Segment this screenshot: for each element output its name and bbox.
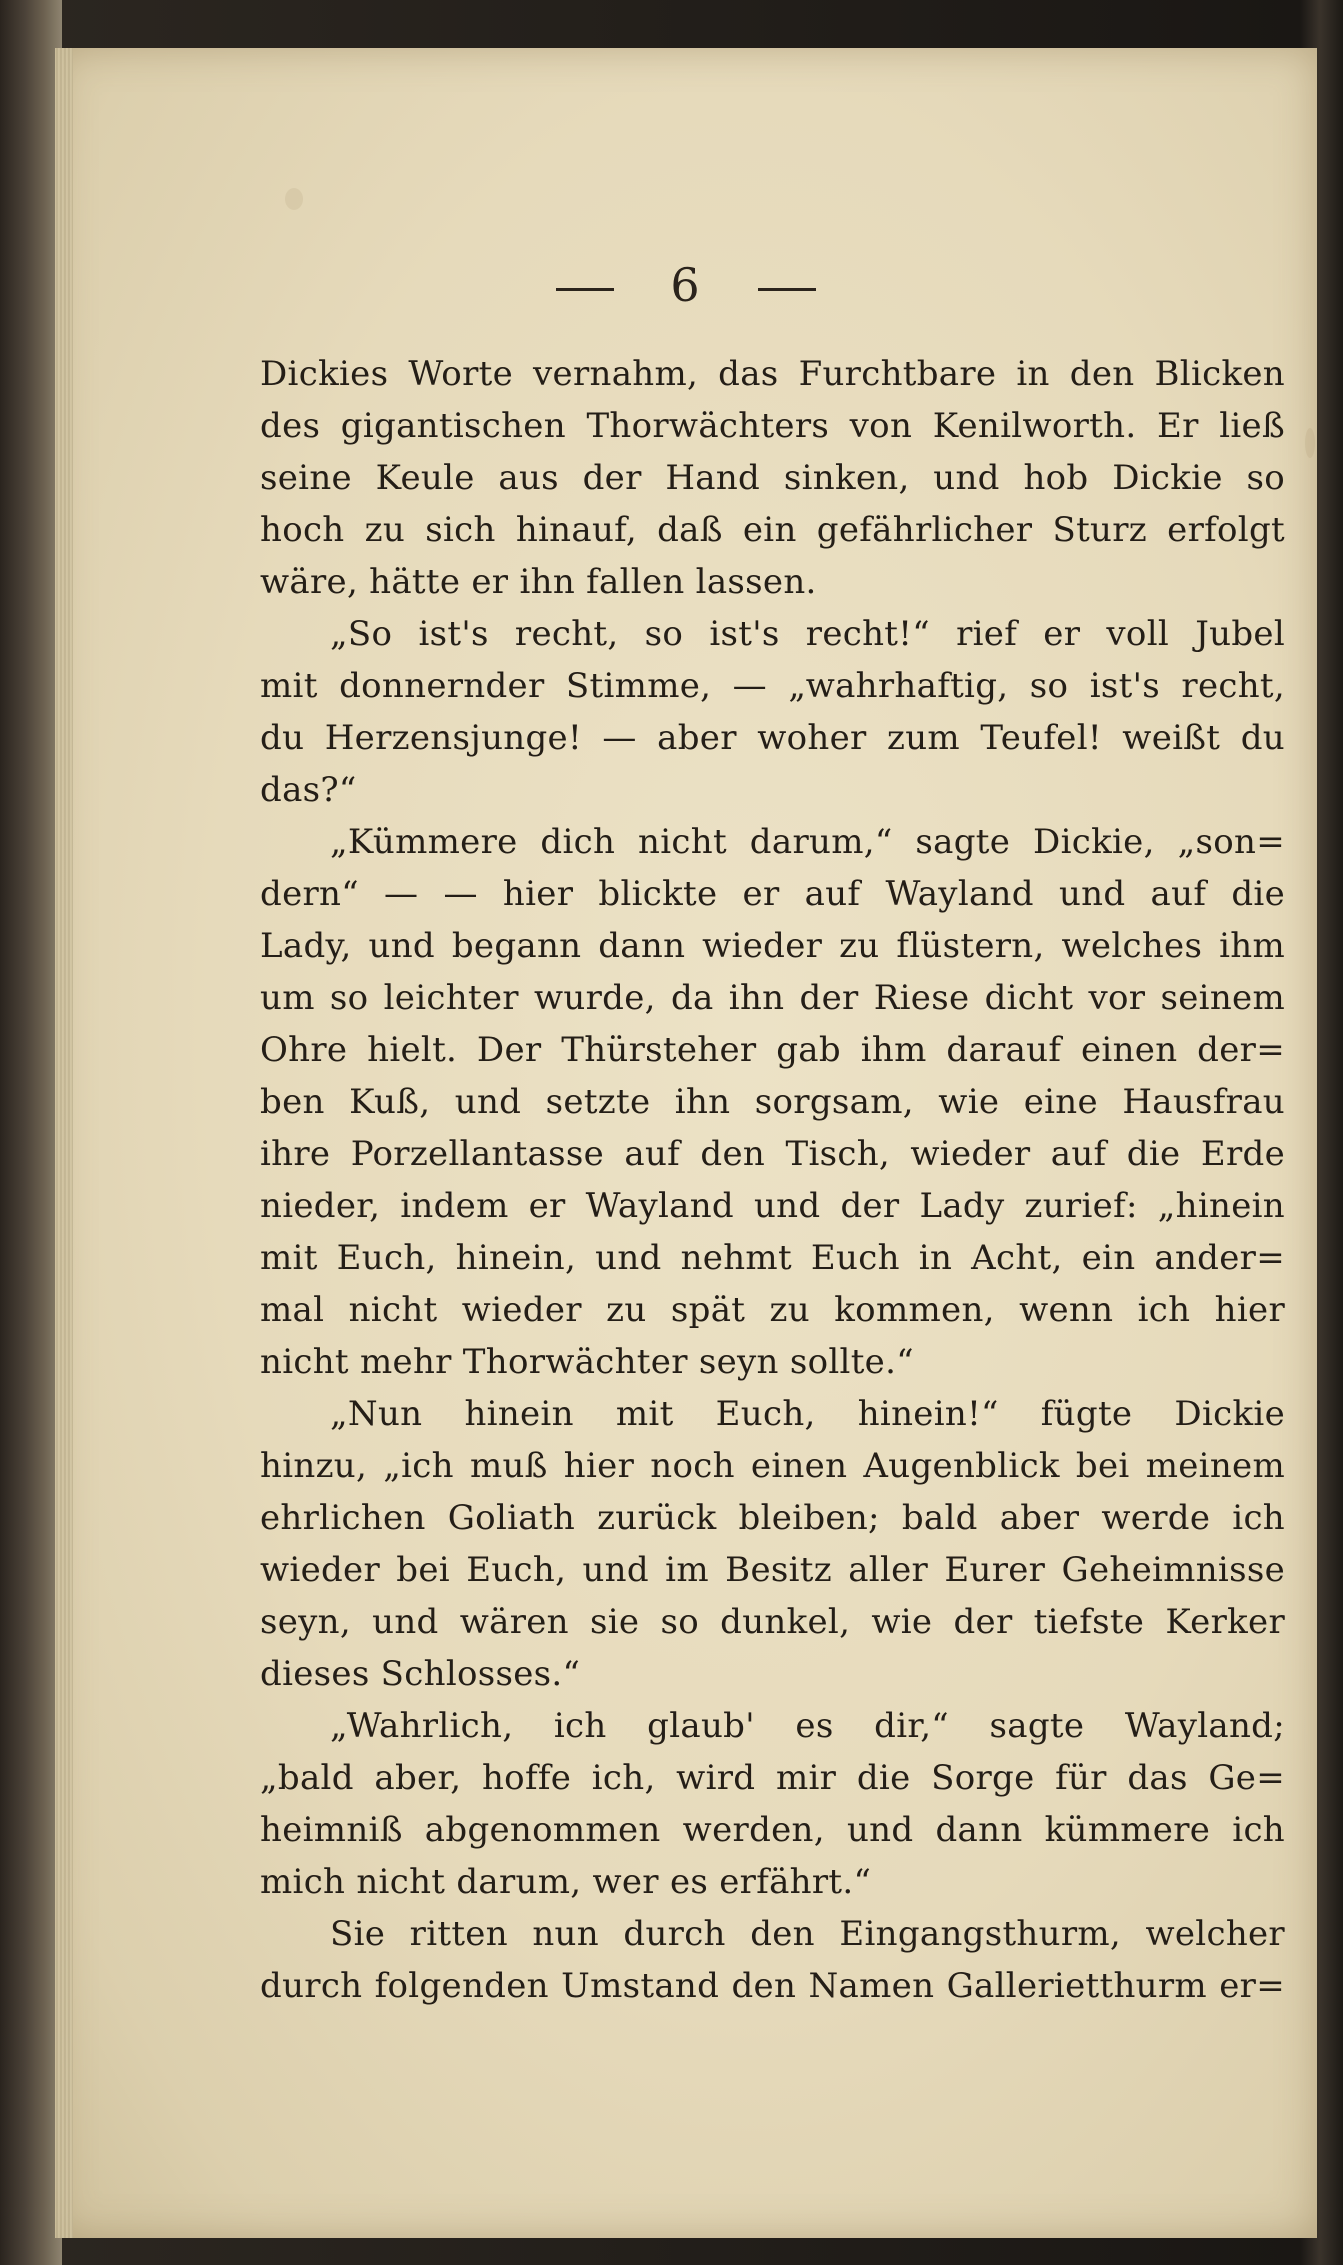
text-line: durch folgenden Umstand den Namen Gallerietthurm er= (260, 1966, 1285, 2006)
body-text (260, 348, 1285, 2012)
text-line: „bald aber, hoffe ich, wird mir die Sorge für das Ge= (260, 1758, 1285, 1798)
text-line: Sie ritten nun durch den Eingangsthurm, welcher (330, 1914, 1285, 1954)
text-line: wäre, hätte er ihn fallen lassen. (260, 562, 817, 602)
text-line: um so leichter wurde, da ihn der Riese dicht vor seinem (260, 978, 1285, 1018)
text-line: wieder bei Euch, und im Besitz aller Eurer Geheimnisse (260, 1550, 1285, 1590)
text-line: ben Kuß, und setzte ihn sorgsam, wie eine Hausfrau (260, 1082, 1285, 1122)
text-line: hinzu, „ich muß hier noch einen Augenblick bei meinem (260, 1446, 1285, 1486)
text-line: das?“ (260, 770, 357, 810)
text-line: des gigantischen Thorwächters von Kenilworth. Er ließ (260, 406, 1285, 446)
text-line: mit donnernder Stimme, — „wahrhaftig, so ist's recht, (260, 666, 1285, 706)
text-line: seyn, und wären sie so dunkel, wie der tiefste Kerker (260, 1602, 1285, 1642)
text-line: Dickies Worte vernahm, das Furchtbare in den Blicken (260, 354, 1285, 394)
text-line: mich nicht darum, wer es erfährt.“ (260, 1862, 872, 1902)
paper-stain (1305, 428, 1315, 458)
text-line: hoch zu sich hinauf, daß ein gefährlicher Sturz erfolgt (260, 510, 1285, 550)
text-line: Lady, und begann dann wieder zu flüstern, welches ihm (260, 926, 1285, 966)
text-line: mal nicht wieder zu spät zu kommen, wenn ich hier (260, 1290, 1285, 1330)
text-line: Ohre hielt. Der Thürsteher gab ihm darauf einen der= (260, 1030, 1285, 1070)
text-line: seine Keule aus der Hand sinken, und hob Dickie so (260, 458, 1285, 498)
text-line: „So ist's recht, so ist's recht!“ rief er voll Jubel (330, 614, 1285, 654)
text-line: heimniß abgenommen werden, und dann kümmere ich (260, 1810, 1285, 1850)
text-line: „Wahrlich, ich glaub' es dir,“ sagte Wayland; (330, 1706, 1285, 1746)
page-edge-stack (55, 48, 73, 2238)
header-dash-right (758, 288, 816, 291)
text-line: dern“ — — hier blickte er auf Wayland und auf die (260, 874, 1285, 914)
text-line: du Herzensjunge! — aber woher zum Teufel! weißt du (260, 718, 1285, 758)
paper-stain (285, 188, 303, 210)
text-line: „Kümmere dich nicht darum,“ sagte Dickie, „son= (330, 822, 1285, 862)
text-line: dieses Schlosses.“ (260, 1654, 581, 1694)
page-number: 6 (670, 258, 702, 312)
book-binding (0, 0, 62, 2265)
text-line: nieder, indem er Wayland und der Lady zurief: „hinein (260, 1186, 1285, 1226)
text-line: nicht mehr Thorwächter seyn sollte.“ (260, 1342, 914, 1382)
text-line: ehrlichen Goliath zurück bleiben; bald aber werde ich (260, 1498, 1285, 1538)
header-dash-left (556, 288, 614, 291)
text-line: „Nun hinein mit Euch, hinein!“ fügte Dickie (330, 1394, 1285, 1434)
book-page (55, 48, 1317, 2238)
text-line: ihre Porzellantasse auf den Tisch, wieder auf die Erde (260, 1134, 1285, 1174)
page-header (55, 258, 1317, 312)
text-line: mit Euch, hinein, und nehmt Euch in Acht, ein ander= (260, 1238, 1285, 1278)
